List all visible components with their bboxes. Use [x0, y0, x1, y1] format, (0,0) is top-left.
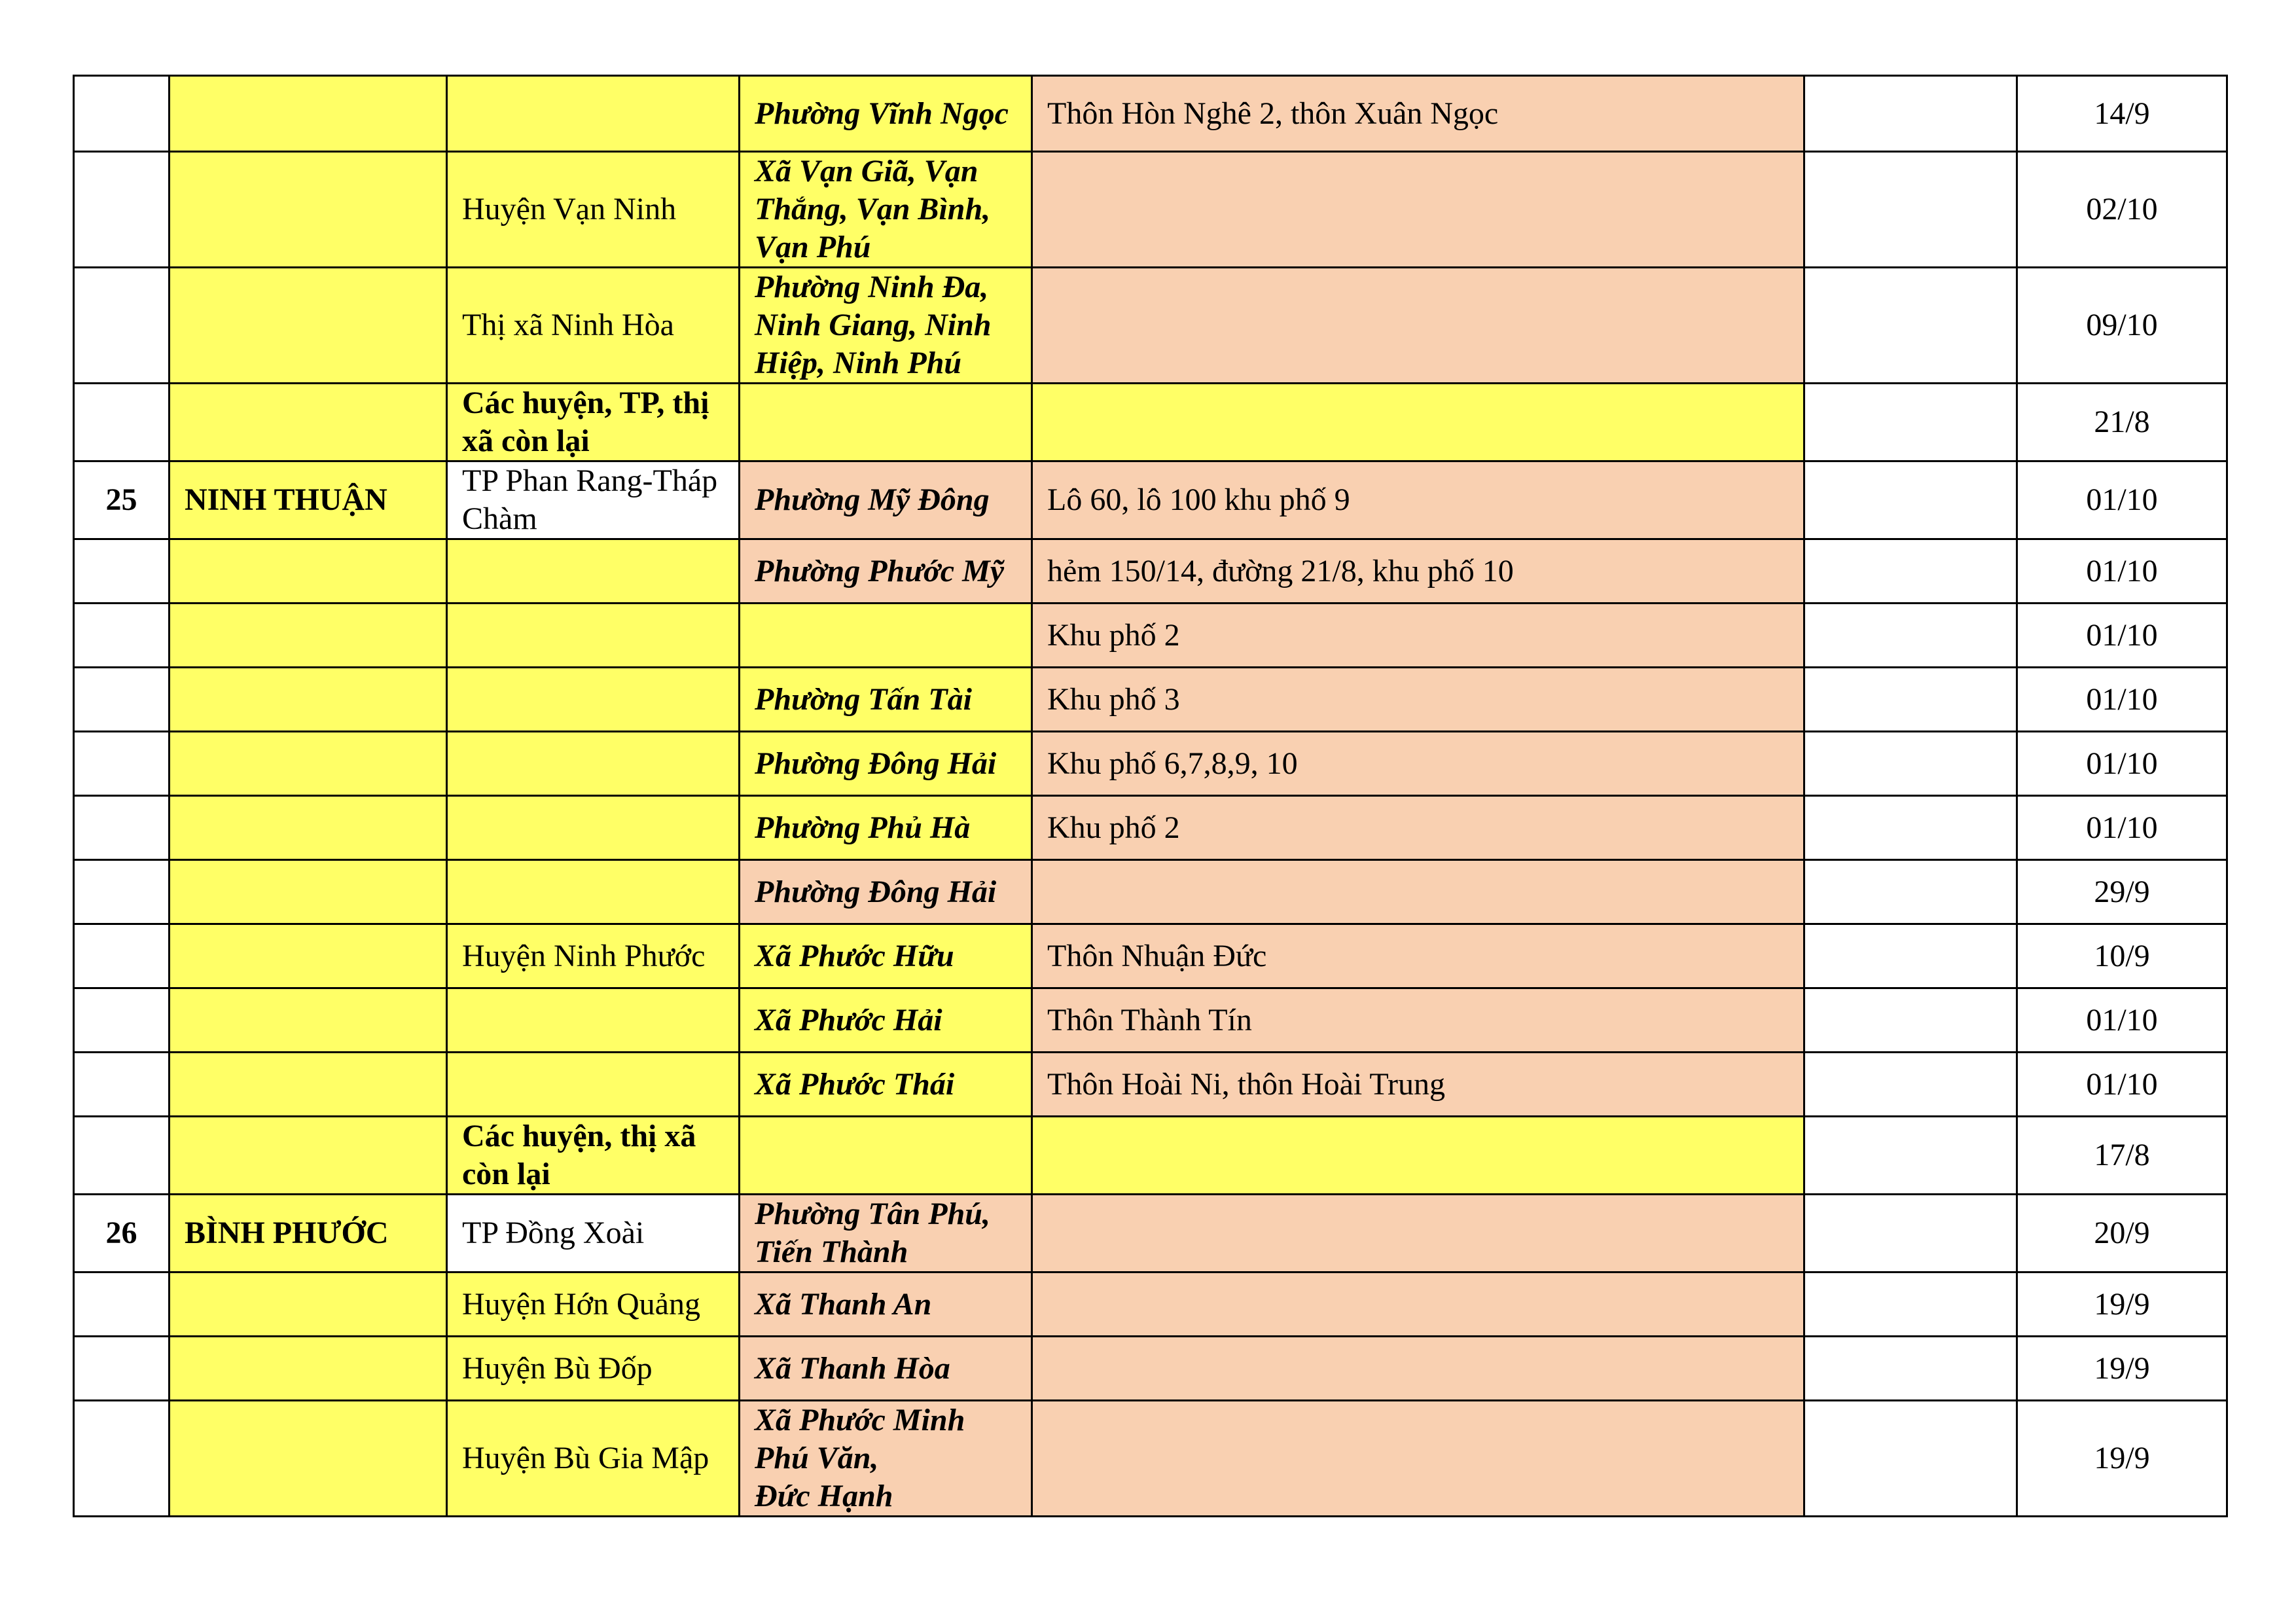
area-cell: [1032, 1272, 1804, 1337]
table-row: [74, 539, 2227, 604]
covid-area-table: [73, 75, 2228, 1517]
district-cell: Huyện Bù Đốp: [447, 1337, 740, 1401]
district-cell: TP Phan Rang-Tháp Chàm: [447, 461, 740, 539]
district-cell: [447, 860, 740, 924]
province-cell: [170, 860, 447, 924]
date-cell: 10/9: [2017, 924, 2227, 988]
date-cell: 19/9: [2017, 1272, 2227, 1337]
district-cell: [447, 76, 740, 152]
table-row: [74, 384, 2227, 461]
date-cell: 17/8: [2017, 1117, 2227, 1195]
stt-cell: [74, 732, 170, 796]
district-cell: Huyện Ninh Phước: [447, 924, 740, 988]
area-cell: hẻm 150/14, đường 21/8, khu phố 10: [1032, 539, 1804, 604]
area-cell: [1032, 1401, 1804, 1517]
district-cell: Huyện Vạn Ninh: [447, 152, 740, 268]
district-cell: [447, 732, 740, 796]
empty-cell: [1804, 152, 2017, 268]
table-row: [74, 796, 2227, 860]
district-cell: TP Đồng Xoài: [447, 1195, 740, 1272]
empty-cell: [1804, 1401, 2017, 1517]
ward-cell: Xã Phước Hữu: [740, 924, 1032, 988]
empty-cell: [1804, 796, 2017, 860]
table-row: [74, 604, 2227, 668]
empty-cell: [1804, 1117, 2017, 1195]
table-row: [74, 1401, 2227, 1517]
ward-cell: Phường Ninh Đa, Ninh Giang, Ninh Hiệp, Ninh Phú: [740, 268, 1032, 384]
ward-cell: Xã Phước Thái: [740, 1053, 1032, 1117]
stt-cell: [74, 1337, 170, 1401]
stt-cell: [74, 76, 170, 152]
empty-cell: [1804, 988, 2017, 1053]
date-cell: 01/10: [2017, 988, 2227, 1053]
table-row: [74, 668, 2227, 732]
district-cell: Thị xã Ninh Hòa: [447, 268, 740, 384]
area-cell: Thôn Hòn Nghê 2, thôn Xuân Ngọc: [1032, 76, 1804, 152]
stt-cell: [74, 1272, 170, 1337]
date-cell: 19/9: [2017, 1401, 2227, 1517]
date-cell: 21/8: [2017, 384, 2227, 461]
date-cell: 19/9: [2017, 1337, 2227, 1401]
ward-cell: Phường Đông Hải: [740, 732, 1032, 796]
province-cell: [170, 76, 447, 152]
province-cell: [170, 152, 447, 268]
table-row: [74, 1053, 2227, 1117]
stt-cell: [74, 604, 170, 668]
province-cell: [170, 604, 447, 668]
ward-cell: Phường Phước Mỹ: [740, 539, 1032, 604]
district-cell: [447, 796, 740, 860]
stt-cell: [74, 539, 170, 604]
date-cell: 01/10: [2017, 461, 2227, 539]
area-cell: Lô 60, lô 100 khu phố 9: [1032, 461, 1804, 539]
date-cell: 02/10: [2017, 152, 2227, 268]
ward-cell: Phường Tấn Tài: [740, 668, 1032, 732]
table-row: [74, 860, 2227, 924]
stt-cell: 26: [74, 1195, 170, 1272]
ward-cell: Phường Phủ Hà: [740, 796, 1032, 860]
stt-cell: [74, 152, 170, 268]
date-cell: 20/9: [2017, 1195, 2227, 1272]
stt-cell: [74, 988, 170, 1053]
empty-cell: [1804, 860, 2017, 924]
area-cell: Thôn Thành Tín: [1032, 988, 1804, 1053]
province-cell: [170, 1117, 447, 1195]
table-row: [74, 1117, 2227, 1195]
province-cell: [170, 924, 447, 988]
province-cell: [170, 1337, 447, 1401]
province-cell: [170, 796, 447, 860]
province-cell: [170, 268, 447, 384]
area-cell: [1032, 1195, 1804, 1272]
table-row: [74, 461, 2227, 539]
area-cell: [1032, 1117, 1804, 1195]
ward-cell: [740, 384, 1032, 461]
area-cell: [1032, 152, 1804, 268]
date-cell: 01/10: [2017, 796, 2227, 860]
province-cell: [170, 732, 447, 796]
stt-cell: [74, 1117, 170, 1195]
date-cell: 14/9: [2017, 76, 2227, 152]
area-cell: [1032, 860, 1804, 924]
province-cell: [170, 988, 447, 1053]
area-cell: [1032, 268, 1804, 384]
table-row: [74, 268, 2227, 384]
ward-cell: Xã Phước Hải: [740, 988, 1032, 1053]
stt-cell: [74, 384, 170, 461]
date-cell: 01/10: [2017, 732, 2227, 796]
ward-cell: Xã Thanh Hòa: [740, 1337, 1032, 1401]
date-cell: 09/10: [2017, 268, 2227, 384]
district-cell: [447, 988, 740, 1053]
province-cell: [170, 1401, 447, 1517]
district-cell: Huyện Bù Gia Mập: [447, 1401, 740, 1517]
empty-cell: [1804, 732, 2017, 796]
ward-cell: Xã Phước Minh Phú Văn, Đức Hạnh: [740, 1401, 1032, 1517]
province-cell: NINH THUẬN: [170, 461, 447, 539]
table-row: [74, 924, 2227, 988]
table-row: [74, 1272, 2227, 1337]
area-cell: [1032, 384, 1804, 461]
district-cell: [447, 668, 740, 732]
area-cell: Khu phố 2: [1032, 604, 1804, 668]
empty-cell: [1804, 604, 2017, 668]
stt-cell: [74, 1401, 170, 1517]
area-cell: Khu phố 2: [1032, 796, 1804, 860]
district-cell: Các huyện, TP, thị xã còn lại: [447, 384, 740, 461]
ward-cell: Phường Đông Hải: [740, 860, 1032, 924]
area-cell: Khu phố 3: [1032, 668, 1804, 732]
date-cell: 01/10: [2017, 539, 2227, 604]
date-cell: 29/9: [2017, 860, 2227, 924]
district-cell: Các huyện, thị xã còn lại: [447, 1117, 740, 1195]
empty-cell: [1804, 924, 2017, 988]
table-row: [74, 152, 2227, 268]
ward-cell: Phường Tân Phú, Tiến Thành: [740, 1195, 1032, 1272]
table-body: [74, 76, 2227, 1517]
ward-cell: Phường Vĩnh Ngọc: [740, 76, 1032, 152]
empty-cell: [1804, 76, 2017, 152]
ward-cell: Xã Vạn Giã, Vạn Thắng, Vạn Bình, Vạn Phú: [740, 152, 1032, 268]
empty-cell: [1804, 539, 2017, 604]
district-cell: Huyện Hớn Quảng: [447, 1272, 740, 1337]
stt-cell: [74, 1053, 170, 1117]
stt-cell: [74, 860, 170, 924]
stt-cell: [74, 668, 170, 732]
table-row: [74, 732, 2227, 796]
empty-cell: [1804, 668, 2017, 732]
area-cell: Khu phố 6,7,8,9, 10: [1032, 732, 1804, 796]
province-cell: [170, 1272, 447, 1337]
area-cell: Thôn Hoài Ni, thôn Hoài Trung: [1032, 1053, 1804, 1117]
empty-cell: [1804, 1053, 2017, 1117]
district-cell: [447, 539, 740, 604]
province-cell: [170, 384, 447, 461]
stt-cell: [74, 268, 170, 384]
ward-cell: Xã Thanh An: [740, 1272, 1032, 1337]
date-cell: 01/10: [2017, 604, 2227, 668]
table-row: [74, 76, 2227, 152]
ward-cell: [740, 604, 1032, 668]
province-cell: [170, 539, 447, 604]
empty-cell: [1804, 1195, 2017, 1272]
stt-cell: [74, 924, 170, 988]
area-cell: [1032, 1337, 1804, 1401]
area-cell: Thôn Nhuận Đức: [1032, 924, 1804, 988]
empty-cell: [1804, 1272, 2017, 1337]
table-row: [74, 988, 2227, 1053]
ward-cell: [740, 1117, 1032, 1195]
province-cell: [170, 668, 447, 732]
province-cell: BÌNH PHƯỚC: [170, 1195, 447, 1272]
empty-cell: [1804, 1337, 2017, 1401]
date-cell: 01/10: [2017, 668, 2227, 732]
district-cell: [447, 1053, 740, 1117]
province-cell: [170, 1053, 447, 1117]
stt-cell: [74, 796, 170, 860]
stt-cell: 25: [74, 461, 170, 539]
table-row: [74, 1337, 2227, 1401]
empty-cell: [1804, 384, 2017, 461]
ward-cell: Phường Mỹ Đông: [740, 461, 1032, 539]
date-cell: 01/10: [2017, 1053, 2227, 1117]
table-row: [74, 1195, 2227, 1272]
district-cell: [447, 604, 740, 668]
empty-cell: [1804, 268, 2017, 384]
empty-cell: [1804, 461, 2017, 539]
